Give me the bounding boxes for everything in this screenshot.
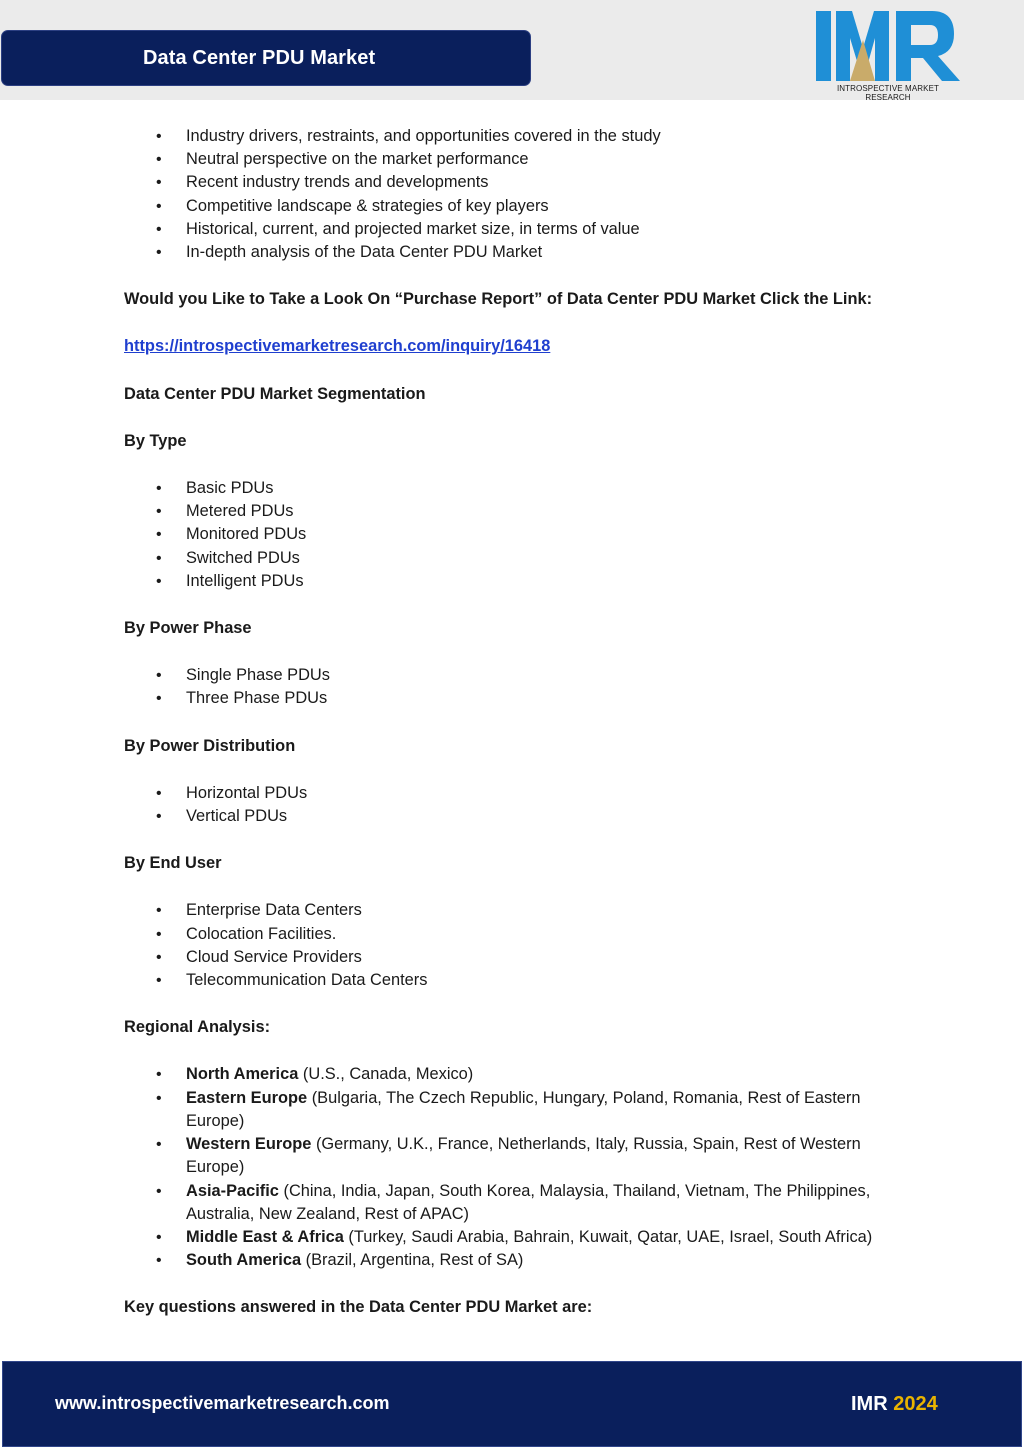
region-detail: (Turkey, Saudi Arabia, Bahrain, Kuwait, Qatar, UAE, Israel, South Africa) [343, 1227, 873, 1246]
region-name: Middle East & Africa [186, 1227, 344, 1246]
region-item [186, 1249, 914, 1272]
list-item: • Cloud Service Providers [186, 946, 914, 969]
footer-brand [851, 1393, 938, 1416]
region-detail: (U.S., Canada, Mexico) [298, 1065, 474, 1084]
list-item: • Intelligent PDUs [186, 570, 914, 593]
logo-tagline: INTROSPECTIVE MARKET RESEARCH [836, 84, 939, 102]
footer-year: 2024 [893, 1393, 938, 1415]
page-title: Data Center PDU Market [143, 46, 376, 69]
regional-list [124, 1063, 914, 1272]
list-item: • Neutral perspective on the market performance [186, 148, 914, 171]
list-item: • Switched PDUs [186, 547, 914, 570]
list-item: • Horizontal PDUs [186, 782, 914, 805]
region-detail: (Bulgaria, The Czech Republic, Hungary, Poland, Romania, Rest of Eastern Europe) [186, 1088, 861, 1130]
region-item [186, 1180, 914, 1226]
list-item: • Historical, current, and projected market size, in terms of value [186, 218, 914, 241]
by-power-phase-list [124, 664, 914, 710]
intro-list [124, 125, 914, 264]
list-item: • Recent industry trends and developments [186, 171, 914, 194]
inquiry-link[interactable]: https://introspectivemarketresearch.com/inquiry/16418 [124, 337, 551, 356]
list-item: • Single Phase PDUs [186, 664, 914, 687]
list-item: • Vertical PDUs [186, 805, 914, 828]
region-detail: (China, India, Japan, South Korea, Malaysia, Thailand, Vietnam, The Philippines, Australia, New Zealand, Rest of APAC) [186, 1181, 871, 1223]
region-item [186, 1133, 914, 1179]
purchase-prompt: Would you Like to Take a Look On “Purchase Report” of Data Center PDU Market Click the Link: [124, 290, 873, 309]
list-item: • Telecommunication Data Centers [186, 969, 914, 992]
footer [2, 1361, 1022, 1447]
region-name: Asia-Pacific [186, 1181, 279, 1200]
by-power-phase-heading: By Power Phase [124, 619, 252, 638]
segmentation-title: Data Center PDU Market Segmentation [124, 384, 426, 403]
region-name: Eastern Europe [186, 1088, 308, 1107]
list-item: • Three Phase PDUs [186, 687, 914, 710]
region-detail: (Brazil, Argentina, Rest of SA) [301, 1251, 524, 1270]
by-type-list [124, 477, 914, 593]
region-item [186, 1226, 914, 1249]
by-end-user-list [124, 899, 914, 992]
list-item: • Metered PDUs [186, 500, 914, 523]
region-item [186, 1063, 914, 1086]
title-banner [1, 30, 531, 86]
regional-heading: Regional Analysis: [124, 1018, 271, 1037]
region-name: North America [186, 1065, 299, 1084]
list-item: • Competitive landscape & strategies of key players [186, 195, 914, 218]
by-type-heading: By Type [124, 431, 187, 450]
list-item: • Enterprise Data Centers [186, 899, 914, 922]
region-item [186, 1087, 914, 1133]
footer-brand-name: IMR [851, 1393, 888, 1415]
by-end-user-heading: By End User [124, 854, 222, 873]
by-power-distribution-list [124, 782, 914, 828]
list-item: • Industry drivers, restraints, and opportunities covered in the study [186, 125, 914, 148]
key-questions-heading: Key questions answered in the Data Center PDU Market are: [124, 1298, 593, 1317]
list-item: • Basic PDUs [186, 477, 914, 500]
list-item: • Monitored PDUs [186, 523, 914, 546]
region-name: South America [186, 1251, 302, 1270]
footer-website-link[interactable]: www.introspectivemarketresearch.com [55, 1393, 390, 1413]
region-name: Western Europe [186, 1135, 312, 1154]
list-item: • Colocation Facilities. [186, 923, 914, 946]
list-item: • In-depth analysis of the Data Center PDU Market [186, 241, 914, 264]
by-power-distribution-heading: By Power Distribution [124, 736, 296, 755]
region-detail: (Germany, U.K., France, Netherlands, Italy, Russia, Spain, Rest of Western Europe) [186, 1135, 861, 1177]
document-body [124, 125, 914, 1320]
